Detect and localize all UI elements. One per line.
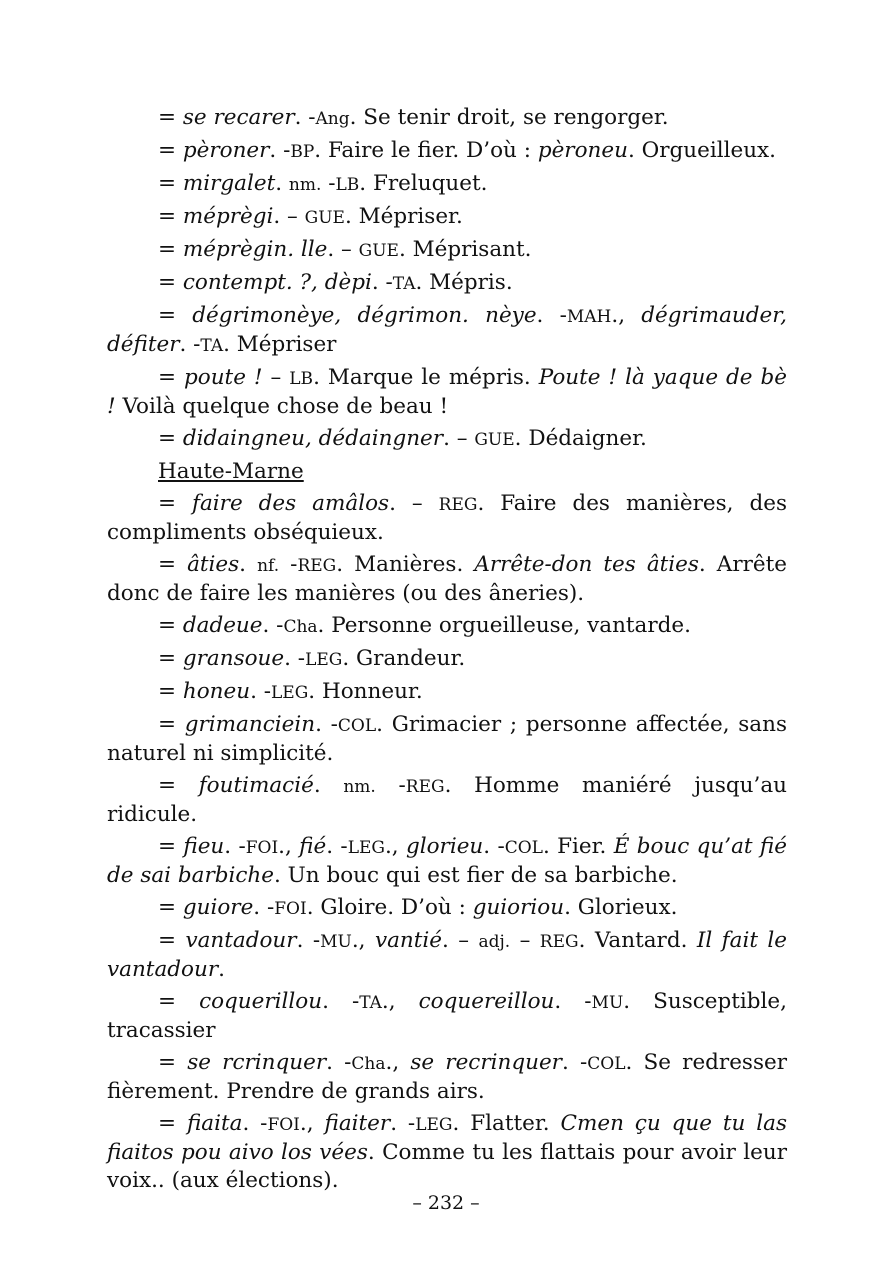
entry-text: . – — [389, 491, 439, 516]
entry-abbrev: adj. — [478, 932, 511, 952]
entry-text: . — [275, 171, 289, 196]
entry-abbrev: LB — [289, 369, 314, 389]
entry-abbrev: REG — [297, 556, 337, 576]
entry-term: poute ! — [184, 365, 263, 390]
entry-text: . - — [294, 105, 316, 130]
entry-abbrev: REG — [405, 777, 445, 797]
entry-text: . Mépris. — [415, 270, 513, 295]
entry-text: . Marque le mépris. — [313, 365, 539, 390]
entry-text: = — [158, 1050, 188, 1075]
entry-text: . - — [179, 332, 201, 357]
entry-term: se recrinquer — [410, 1050, 562, 1075]
dictionary-entry — [107, 302, 787, 360]
entry-abbrev: REG — [539, 932, 579, 952]
entry-text: . – — [273, 204, 305, 229]
entry-term: vantadour — [185, 928, 297, 953]
entry-text: . - — [284, 646, 306, 671]
entry-text: = — [158, 426, 183, 451]
dictionary-entry — [107, 104, 787, 133]
entry-text: - — [279, 552, 298, 577]
entry-text: . Dédaigner. — [514, 426, 647, 451]
entry-text: = — [158, 171, 183, 196]
entry-text: . - — [371, 270, 393, 295]
entry-term: dadeue — [182, 613, 263, 638]
entry-text: = — [158, 491, 193, 516]
entry-text: . Orgueilleux. — [627, 138, 777, 163]
entry-abbrev: LEG — [347, 838, 385, 858]
entry-text: . Se tenir droit, se rengorger. — [349, 105, 669, 130]
dictionary-entry — [107, 1049, 787, 1106]
entry-abbrev: MU — [591, 993, 624, 1013]
entry-text: - — [375, 773, 406, 798]
entry-abbrev: Ang — [315, 109, 350, 129]
entry-term: fié — [299, 834, 327, 859]
entry-abbrev: nf. — [257, 556, 280, 576]
entry-term: guioriou — [472, 895, 565, 920]
entry-term: Arrête-don tes âties — [474, 552, 699, 577]
entry-abbrev: GUE — [304, 208, 345, 228]
entry-term: grimanciein — [184, 712, 316, 737]
dictionary-entry — [107, 203, 787, 232]
entry-term: âties — [187, 552, 240, 577]
entry-text: . Grandeur. — [342, 646, 466, 671]
entry-abbrev: Cha — [283, 617, 318, 637]
dictionary-entry — [107, 551, 787, 608]
entry-text: ., — [278, 834, 300, 859]
entry-term: méprègin. lle — [182, 237, 328, 262]
entry-text: . - — [296, 928, 321, 953]
entry-text: ., — [384, 834, 406, 859]
entry-text: . Faire le fier. D’où : — [314, 138, 538, 163]
dictionary-entry — [107, 678, 787, 707]
entry-term: dégrimonèye, dégrimon. nèye — [192, 303, 537, 328]
entry-term: fiaita — [186, 1111, 243, 1136]
entry-text: . Manières. — [336, 552, 475, 577]
entry-text: . - — [253, 895, 275, 920]
entry-term: didaingneu, dédaingner — [182, 426, 444, 451]
entry-text: = — [158, 552, 188, 577]
entry-term: fieu — [183, 834, 225, 859]
entry-text: . Freluquet. — [359, 171, 488, 196]
entry-term: guiore — [182, 895, 254, 920]
entry-term: pèroner — [182, 138, 270, 163]
entry-text: . Faire des manières, des compliments obséquieux. — [107, 491, 787, 545]
entry-term: glorieu — [405, 834, 484, 859]
entry-text: = — [158, 712, 185, 737]
entry-text: . - — [554, 989, 592, 1014]
entry-text: . - — [269, 138, 291, 163]
entry-abbrev: COL — [504, 838, 543, 858]
entry-abbrev: BP — [290, 142, 315, 162]
entry-text: – — [510, 928, 540, 953]
entry-abbrev: GUE — [358, 241, 399, 261]
dictionary-entry — [107, 894, 787, 923]
dictionary-entry — [107, 612, 787, 641]
entry-text: = — [158, 773, 199, 798]
entry-abbrev: LEG — [305, 650, 343, 670]
entry-text: . - — [390, 1111, 416, 1136]
entry-text: . Fier. — [542, 834, 614, 859]
dictionary-entry — [107, 137, 787, 166]
entry-term: Poute ! là yaque de bè ! — [107, 365, 787, 419]
entry-text: . - — [250, 679, 272, 704]
dictionary-entry — [107, 711, 787, 768]
entry-term: pèroneu — [537, 138, 628, 163]
entry-text: = — [158, 365, 184, 390]
entry-text: - — [321, 171, 336, 196]
entry-text: . - — [315, 712, 338, 737]
entry-text: . Susceptible, tracassier — [107, 989, 787, 1043]
dictionary-entry — [107, 170, 787, 199]
entry-text: . Glorieux. — [564, 895, 678, 920]
entry-term: se rcrinquer — [187, 1050, 327, 1075]
entry-text: = — [158, 646, 183, 671]
entry-text: . Comme tu les flattais pour avoir leur voix.. (aux élections). — [107, 1140, 787, 1193]
entry-text: . Grimacier ; personne affectée, sans naturel ni simplicité. — [107, 712, 787, 766]
section-heading — [107, 458, 787, 486]
entry-abbrev: LEG — [415, 1115, 453, 1135]
entry-abbrev: Cha — [351, 1054, 386, 1074]
entry-text: . - — [224, 834, 246, 859]
entry-text: ., — [385, 1050, 411, 1075]
entry-text: . — [313, 773, 344, 798]
entry-text: = — [158, 679, 183, 704]
entry-term: É bouc qu’at fié de sai barbiche — [107, 834, 787, 888]
entry-text: ., — [351, 928, 375, 953]
entry-abbrev: TA — [200, 336, 224, 356]
entry-text: ., — [299, 1111, 325, 1136]
entry-text: . Flatter. — [452, 1111, 561, 1136]
entry-text: . Mépriser — [223, 332, 337, 357]
entry-text: = — [158, 613, 183, 638]
entry-text: . - — [483, 834, 505, 859]
dictionary-entry — [107, 927, 787, 984]
entry-abbrev: MU — [320, 932, 352, 952]
entry-term: gransoue — [182, 646, 285, 671]
entry-text: . Mépriser. — [344, 204, 463, 229]
entry-term: coquerillou — [199, 989, 323, 1014]
entry-text: . - — [242, 1111, 268, 1136]
entry-text: . - — [561, 1050, 588, 1075]
entry-text: . – — [327, 237, 359, 262]
entry-text: . Honneur. — [308, 679, 423, 704]
dictionary-entry — [107, 645, 787, 674]
entry-text: = — [158, 895, 183, 920]
entry-text: = — [158, 204, 183, 229]
entry-abbrev: FOI — [274, 899, 307, 919]
entry-abbrev: REG — [438, 495, 478, 515]
entry-text: . Gloire. D’où : — [306, 895, 473, 920]
entry-term: contempt. ?, dèpi — [182, 270, 372, 295]
entry-abbrev: TA — [359, 993, 382, 1013]
entry-abbrev: COL — [337, 716, 377, 736]
entry-text: . - — [322, 989, 360, 1014]
entry-text: . – — [443, 426, 475, 451]
dictionary-entry — [107, 1110, 787, 1195]
entry-text: ., — [611, 303, 642, 328]
entry-text: . - — [326, 834, 348, 859]
entry-text: = — [158, 989, 200, 1014]
entry-text: . — [239, 552, 258, 577]
entry-abbrev: LB — [335, 175, 360, 195]
entry-text: . — [218, 957, 225, 982]
entry-abbrev: MAH — [566, 307, 612, 327]
entry-abbrev: COL — [587, 1054, 626, 1074]
entry-term: foutimacié — [198, 773, 314, 798]
entry-text: = — [158, 237, 183, 262]
entry-abbrev: nm. — [288, 175, 322, 195]
entry-text: ., — [381, 989, 419, 1014]
entry-term: coquereillou — [418, 989, 555, 1014]
entry-text: . Homme maniéré jusqu’au ridicule. — [107, 773, 787, 827]
entry-text: . Arrête donc de faire les manières (ou des âneries). — [107, 552, 787, 606]
dictionary-entry — [107, 269, 787, 298]
dictionary-entry — [107, 772, 787, 829]
entry-text: = — [158, 138, 183, 163]
entry-term: fiaiter — [324, 1111, 391, 1136]
entry-text: . Personne orgueilleuse, vantarde. — [317, 613, 691, 638]
entry-text: = — [158, 834, 184, 859]
entry-term: faire des amâlos — [192, 491, 390, 516]
page-body — [107, 104, 787, 1199]
entry-text: . - — [262, 613, 284, 638]
entry-abbrev: GUE — [474, 430, 515, 450]
entry-text: . - — [326, 1050, 352, 1075]
entry-text: . Se redresser fièrement. Prendre de grands airs. — [107, 1050, 787, 1104]
entry-text: – — [262, 365, 290, 390]
entry-text: = — [158, 1111, 187, 1136]
dictionary-entry — [107, 490, 787, 547]
entry-abbrev: FOI — [267, 1115, 300, 1135]
entry-abbrev: nm. — [343, 777, 376, 797]
entry-abbrev: TA — [392, 274, 416, 294]
entries-after-heading — [107, 490, 787, 1195]
entry-text: = — [158, 303, 193, 328]
entry-term: mirgalet — [182, 171, 276, 196]
page-number: – 232 – — [412, 1192, 480, 1214]
section-heading-text: Haute-Marne — [158, 459, 304, 484]
dictionary-entry — [107, 236, 787, 265]
dictionary-entry — [107, 364, 787, 421]
entry-text: . Un bouc qui est fier de sa barbiche. — [274, 863, 678, 888]
entry-text: = — [158, 270, 183, 295]
entry-term: Cmen çu que tu las fiaitos pou aivo los vées — [107, 1111, 788, 1165]
entry-term: méprègi — [182, 204, 274, 229]
entry-abbrev: FOI — [245, 838, 279, 858]
entry-text: = — [158, 928, 186, 953]
entry-text: . Vantard. — [578, 928, 697, 953]
dictionary-entry — [107, 988, 787, 1045]
entry-abbrev: LEG — [271, 683, 309, 703]
entry-text: Voilà quelque chose de beau ! — [115, 394, 449, 419]
entry-text: . Méprisant. — [398, 237, 532, 262]
entry-term: vantié — [374, 928, 443, 953]
entry-term: dégrimauder, défiter — [107, 303, 787, 357]
entry-term: Il fait le vantadour — [107, 928, 787, 982]
entry-text: . - — [536, 303, 567, 328]
entry-text: . – — [442, 928, 479, 953]
entries-before-heading — [107, 104, 787, 454]
entry-term: honeu — [182, 679, 251, 704]
entry-text: = — [158, 105, 183, 130]
dictionary-entry — [107, 833, 787, 890]
dictionary-entry — [107, 425, 787, 454]
entry-term: se recarer — [182, 105, 295, 130]
